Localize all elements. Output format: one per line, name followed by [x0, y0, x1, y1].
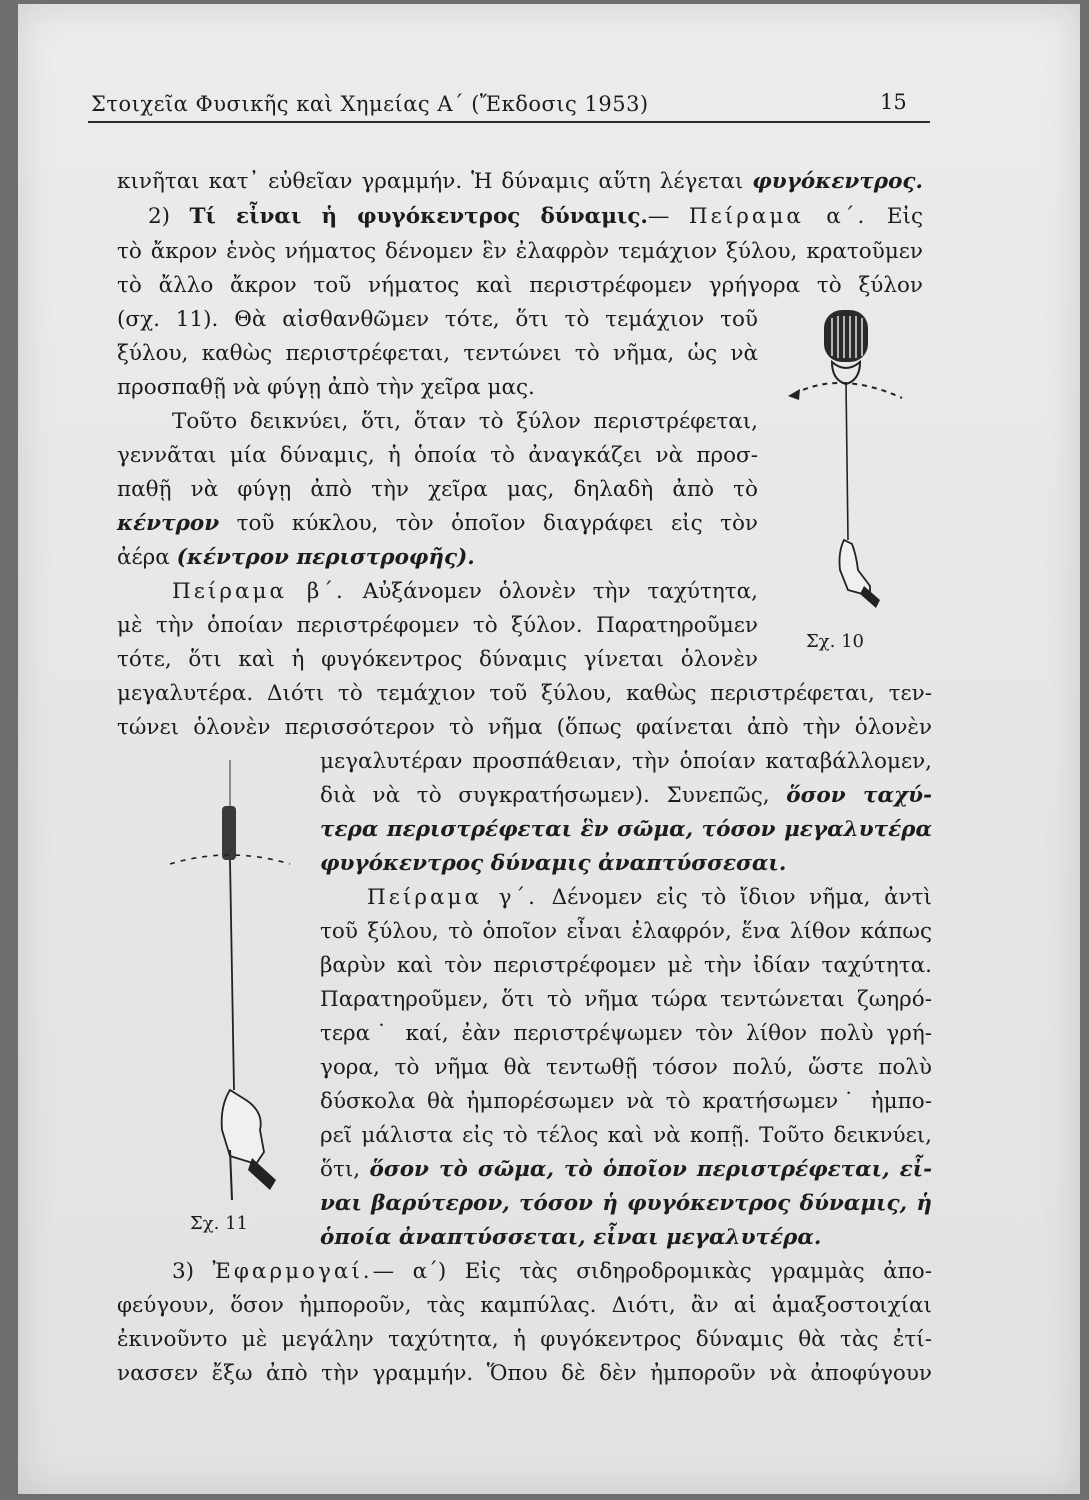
text-line: μεγαλυτέρα. Διότι τὸ τεμάχιον τοῦ ξύλου, καθὼς περιστρέφεται, τεν- [117, 681, 932, 706]
figure-11-caption: Σχ. 11 [190, 1213, 248, 1234]
text-line: ὅτι, ὅσον τὸ σῶμα, τὸ ὁποῖον περιστρέφεται, εἶ- [320, 1157, 932, 1182]
text-line: μὲ τὴν ὁποίαν περιστρέφομεν τὸ ξύλον. Παρατηροῦμεν [117, 613, 758, 638]
page-number: 15 [880, 90, 907, 114]
text-line: τὸ ἄκρον ἑνὸς νήματος δένομεν ἓν ἐλαφρὸν τεμάχιον ξύλου, κρατοῦμεν [117, 239, 923, 264]
section-heading-line: 3) Ἐφαρμογαί.— α΄) Εἰς τὰς σιδηροδρομικὰς γραμμὰς ἀπο- [172, 1259, 932, 1284]
text-line: Πείραμα γ΄. Δένομεν εἰς τὸ ἴδιον νῆμα, ἀντὶ [367, 885, 932, 910]
section-heading: Ἐφαρμογαί. [212, 1259, 373, 1284]
text-line: νασσεν ἔξω ἀπὸ τὴν γραμμήν. Ὅπου δὲ δὲν ἠμποροῦν νὰ ἀποφύγουν [117, 1361, 932, 1386]
text-line: ξύλου, καθὼς περιστρέφεται, τεντώνει τὸ νῆμα, ὡς νὰ [117, 341, 758, 366]
text-line: δύσκολα θὰ ἠμπορέσωμεν νὰ τὸ κρατήσωμεν˙ ἠμπο- [320, 1089, 932, 1114]
text-line: ἐκινοῦντο μὲ μεγάλην ταχύτητα, ἡ φυγόκεντρος δύναμις θὰ τὰς ἐτί- [117, 1327, 932, 1352]
text-line: ἀέρα (κέντρον περιστροφῆς). [117, 545, 475, 570]
text-line: βαρὺν καὶ τὸν περιστρέφομεν μὲ τὴν ἰδίαν ταχύτητα. [320, 953, 932, 978]
text-line: τὸ ἄλλο ἄκρον τοῦ νήματος καὶ περιστρέφομεν γρήγορα τὸ ξύλον [117, 273, 923, 298]
running-header-title: Στοιχεῖα Φυσικῆς καὶ Χημείας Α΄ (Ἔκδοσις 1953) [91, 92, 649, 116]
text-line: κινῆται κατ᾽ εὐθεῖαν γραμμήν. Ἡ δύναμις αὕτη λέγεται φυγόκεντρος. [117, 169, 923, 194]
text-line: διὰ νὰ τὸ συγκρατήσωμεν). Συνεπῶς, ὅσον ταχύ- [320, 783, 932, 808]
text-line: τερα˙ καί, ἐὰν περιστρέψωμεν τὸν λίθον πολὺ γρή- [320, 1021, 932, 1046]
figure-10-illustration [780, 300, 920, 620]
text-line: Παρατηροῦμεν, ὅτι τὸ νῆμα τώρα τεντώνεται ζωηρό- [320, 987, 932, 1012]
section-heading-line: 2) Τί εἶναι ἡ φυγόκεντρος δύναμις.— Πείραμα α΄. Εἰς [148, 204, 923, 229]
text-line: Τοῦτο δεικνύει, ὅτι, ὅταν τὸ ξύλον περιστρέφεται, [172, 409, 758, 434]
text-line: τότε, ὅτι καὶ ἡ φυγόκεντρος δύναμις γίνεται ὁλονὲν [117, 647, 758, 672]
text-line: γορα, τὸ νῆμα θὰ τεντωθῇ τόσον πολύ, ὥστε πολὺ [320, 1055, 932, 1080]
text-line: φυγόκεντρος δύναμις ἀναπτύσσεσαι. [320, 851, 787, 876]
figure-10-caption: Σχ. 10 [806, 631, 864, 652]
text-line: φεύγουν, ὅσον ἠμποροῦν, τὰς καμπύλας. Διότι, ἂν αἱ ἁμαξοστοιχίαι [117, 1293, 932, 1318]
text-line: παθῇ νὰ φύγῃ ἀπὸ τὴν χεῖρα μας, δηλαδὴ ἀπὸ τὸ [117, 477, 758, 502]
text-line: Πείραμα β΄. Αὐξάνομεν ὁλονὲν τὴν ταχύτητα, [172, 579, 758, 604]
figure-11-illustration [160, 760, 300, 1220]
text-line: προσπαθῇ νὰ φύγῃ ἀπὸ τὴν χεῖρα μας. [117, 375, 535, 400]
text-line: τοῦ ξύλου, τὸ ὁποῖον εἶναι ἐλαφρόν, ἕνα λίθον κάπως [320, 919, 932, 944]
text-line: τώνει ὁλονὲν περισσότερον τὸ νῆμα (ὅπως φαίνεται ἀπὸ τὴν ὁλονὲν [117, 715, 932, 740]
text-line: μεγαλυτέραν προσπάθειαν, τὴν ὁποίαν καταβάλλομεν, [320, 749, 932, 774]
header-rule [88, 121, 930, 123]
text-line: ναι βαρύτερον, τόσον ἡ φυγόκεντρος δύναμις, ἡ [320, 1191, 932, 1216]
section-heading: Τί εἶναι ἡ φυγόκεντρος δύναμις. [189, 204, 648, 229]
text-line: ὁποία ἀναπτύσσεται, εἶναι μεγαλυτέρα. [320, 1225, 822, 1250]
text-line: κέντρον τοῦ κύκλου, τὸν ὁποῖον διαγράφει εἰς τὸν [117, 511, 758, 536]
text-line: ρεῖ μάλιστα εἰς τὸ τέλος καὶ νὰ κοπῇ. Τοῦτο δεικνύει, [320, 1123, 932, 1148]
text-line: (σχ. 11). Θὰ αἰσθανθῶμεν τότε, ὅτι τὸ τεμάχιον τοῦ [117, 307, 758, 332]
text-line: τερα περιστρέφεται ἓν σῶμα, τόσον μεγαλυτέρα [320, 817, 932, 842]
text-line: γεννᾶται μία δύναμις, ἡ ὁποία τὸ ἀναγκάζει νὰ προσ- [117, 443, 758, 468]
